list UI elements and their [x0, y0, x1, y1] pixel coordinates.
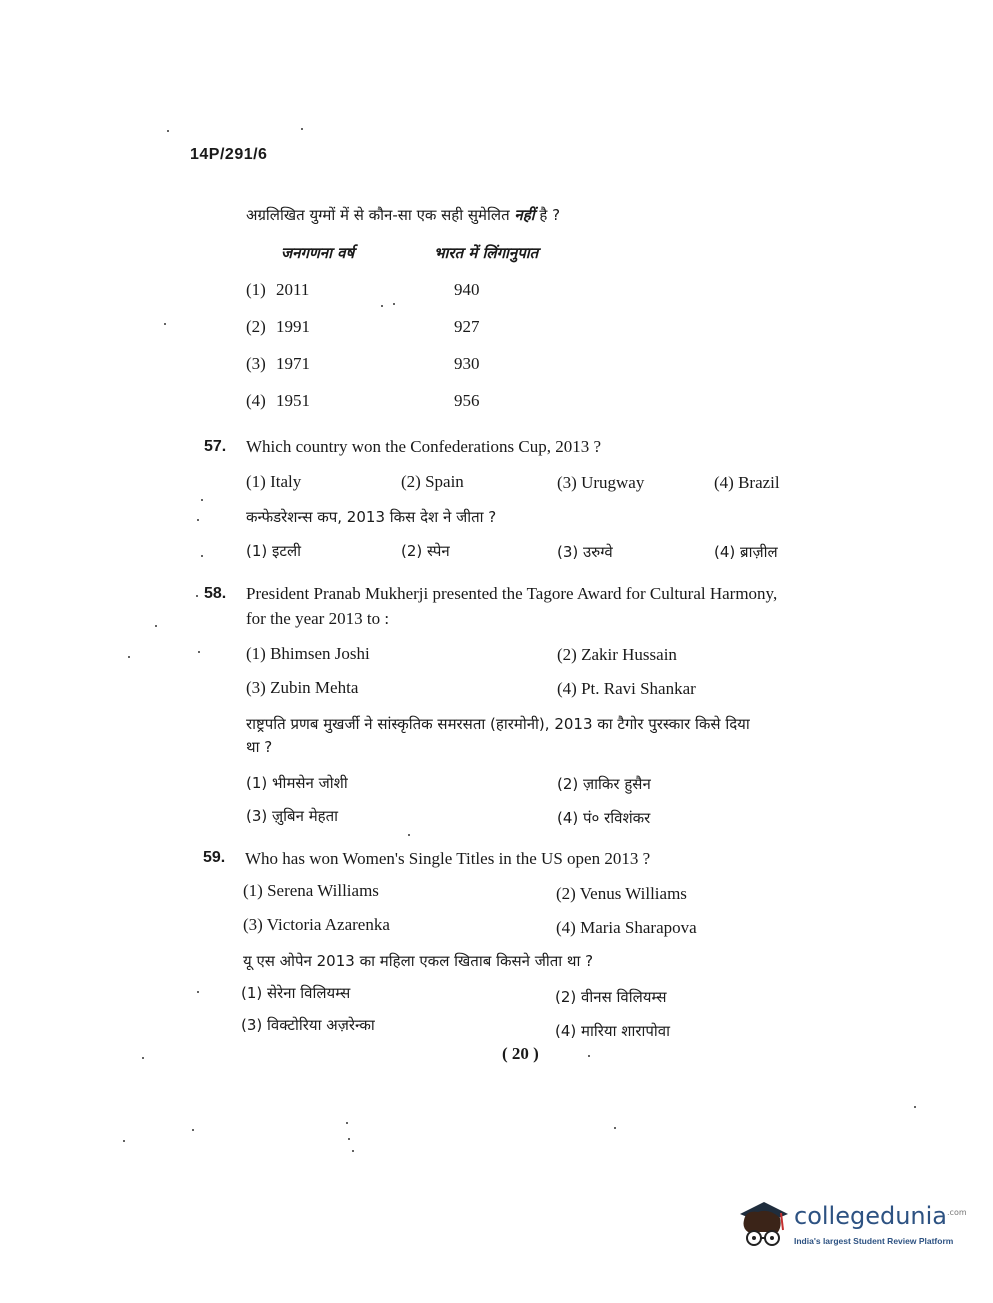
q56-row-2-year: 1991 [276, 317, 310, 336]
logo-name: collegedunia [794, 1202, 948, 1230]
q56-col-header-ratio: भारत में लिंगानुपात [434, 244, 539, 262]
q56-question-end: है ? [539, 206, 561, 224]
q56-row-2-num: (2) [246, 317, 266, 336]
q58-option-en-1: (1) Bhimsen Joshi [246, 644, 370, 663]
q59-option-hi-2: (2) वीनस विलियम्स [555, 988, 667, 1006]
q58-number: 58. [204, 585, 227, 602]
q57-option-en-1: (1) Italy [246, 472, 302, 491]
scan-speck [348, 1138, 350, 1140]
q59-option-hi-4: (4) मारिया शारापोवा [555, 1022, 670, 1040]
logo-tagline: India's largest Student Review Platform [794, 1236, 954, 1246]
q56-question-emphasis: नहीं [514, 206, 535, 224]
q56-row-4-num: (4) [246, 391, 266, 410]
q59-option-en-2: (2) Venus Williams [556, 884, 687, 903]
q59-number: 59. [203, 849, 226, 866]
q56-row-4-year: 1951 [276, 391, 310, 410]
scan-speck [408, 834, 410, 836]
paper-code: 14P/291/6 [190, 146, 268, 163]
q56-row-3-num: (3) [246, 354, 266, 373]
q57-question-hi: कन्फेडरेशन्स कप, 2013 किस देश ने जीता ? [246, 508, 497, 526]
q58-question-hi-line1: राष्ट्रपति प्रणब मुखर्जी ने सांस्कृतिक समरसता (हारमोनी), 2013 का टैगोर पुरस्कार किसे दिया [246, 715, 750, 733]
q58-option-hi-1: (1) भीमसेन जोशी [246, 774, 348, 792]
collegedunia-logo [734, 1196, 967, 1262]
collegedunia-wordmark [794, 1202, 967, 1230]
scan-speck [914, 1106, 916, 1108]
logo-suffix: .com [947, 1208, 967, 1217]
q57-option-en-2: (2) Spain [401, 472, 464, 491]
scan-speck [167, 130, 169, 132]
q58-option-hi-4: (4) पं० रविशंकर [557, 809, 651, 827]
q56-row-1-year: 2011 [276, 280, 310, 299]
q57-option-hi-4: (4) ब्राज़ील [714, 543, 778, 561]
q56-question-hi [246, 205, 560, 225]
q57-option-hi-2: (2) स्पेन [401, 542, 450, 560]
scan-speck [164, 323, 166, 325]
scan-speck [393, 303, 395, 305]
scan-speck [381, 305, 383, 307]
q58-question-hi-line2: था ? [246, 738, 273, 756]
q58-question-en-line1: President Pranab Mukherji presented the Tagore Award for Cultural Harmony, [246, 584, 778, 603]
scan-speck [352, 1150, 354, 1152]
student-mascot-icon [734, 1196, 792, 1256]
scan-speck [198, 651, 200, 653]
q56-row-1-num: (1) [246, 280, 266, 299]
q58-option-en-4: (4) Pt. Ravi Shankar [557, 679, 696, 698]
q56-row-4-ratio: 956 [454, 391, 480, 410]
scan-speck [123, 1140, 125, 1142]
q59-question-en: Who has won Women's Single Titles in the US open 2013 ? [245, 849, 651, 868]
q56-question-text: अग्रलिखित युग्मों में से कौन-सा एक सही सुमेलित [246, 206, 510, 224]
scan-speck [346, 1122, 348, 1124]
q58-option-hi-3: (3) ज़ुबिन मेहता [246, 807, 339, 825]
q56-row-1-ratio: 940 [454, 280, 480, 299]
q56-col-header-year: जनगणना वर्ष [281, 244, 355, 262]
page-number: ( 20 ) [502, 1044, 539, 1063]
scan-speck [201, 499, 203, 501]
q58-option-en-2: (2) Zakir Hussain [557, 645, 677, 664]
scan-speck [155, 625, 157, 627]
q57-option-en-3: (3) Urugway [557, 473, 645, 492]
q58-option-en-3: (3) Zubin Mehta [246, 678, 359, 697]
q59-option-en-3: (3) Victoria Azarenka [243, 915, 390, 934]
scan-speck [588, 1055, 590, 1057]
q57-number: 57. [204, 438, 227, 455]
q56-row-2-ratio: 927 [454, 317, 480, 336]
q57-option-en-4: (4) Brazil [714, 473, 780, 492]
scan-speck [301, 128, 303, 130]
scan-speck [614, 1127, 616, 1129]
scan-speck [197, 519, 199, 521]
q56-row-3-ratio: 930 [454, 354, 480, 373]
q59-option-hi-1: (1) सेरेना विलियम्स [241, 984, 351, 1002]
scan-speck [128, 656, 130, 658]
q56-row-3-year: 1971 [276, 354, 310, 373]
q57-question-en: Which country won the Confederations Cup, 2013 ? [246, 437, 602, 456]
q58-question-en-line2: for the year 2013 to : [246, 609, 390, 628]
scan-speck [192, 1129, 194, 1131]
scan-speck [196, 595, 198, 597]
q57-option-hi-3: (3) उरुग्वे [557, 543, 613, 561]
q58-option-hi-2: (2) ज़ाकिर हुसैन [557, 775, 651, 793]
scan-speck [197, 991, 199, 993]
scan-speck [201, 555, 203, 557]
q57-option-hi-1: (1) इटली [246, 542, 301, 560]
q59-option-en-1: (1) Serena Williams [243, 881, 379, 900]
q59-question-hi: यू एस ओपेन 2013 का महिला एकल खिताब किसने जीता था ? [243, 952, 594, 970]
q59-option-en-4: (4) Maria Sharapova [556, 918, 697, 937]
scan-speck [142, 1057, 144, 1059]
q59-option-hi-3: (3) विक्टोरिया अज़रेन्का [241, 1016, 375, 1034]
